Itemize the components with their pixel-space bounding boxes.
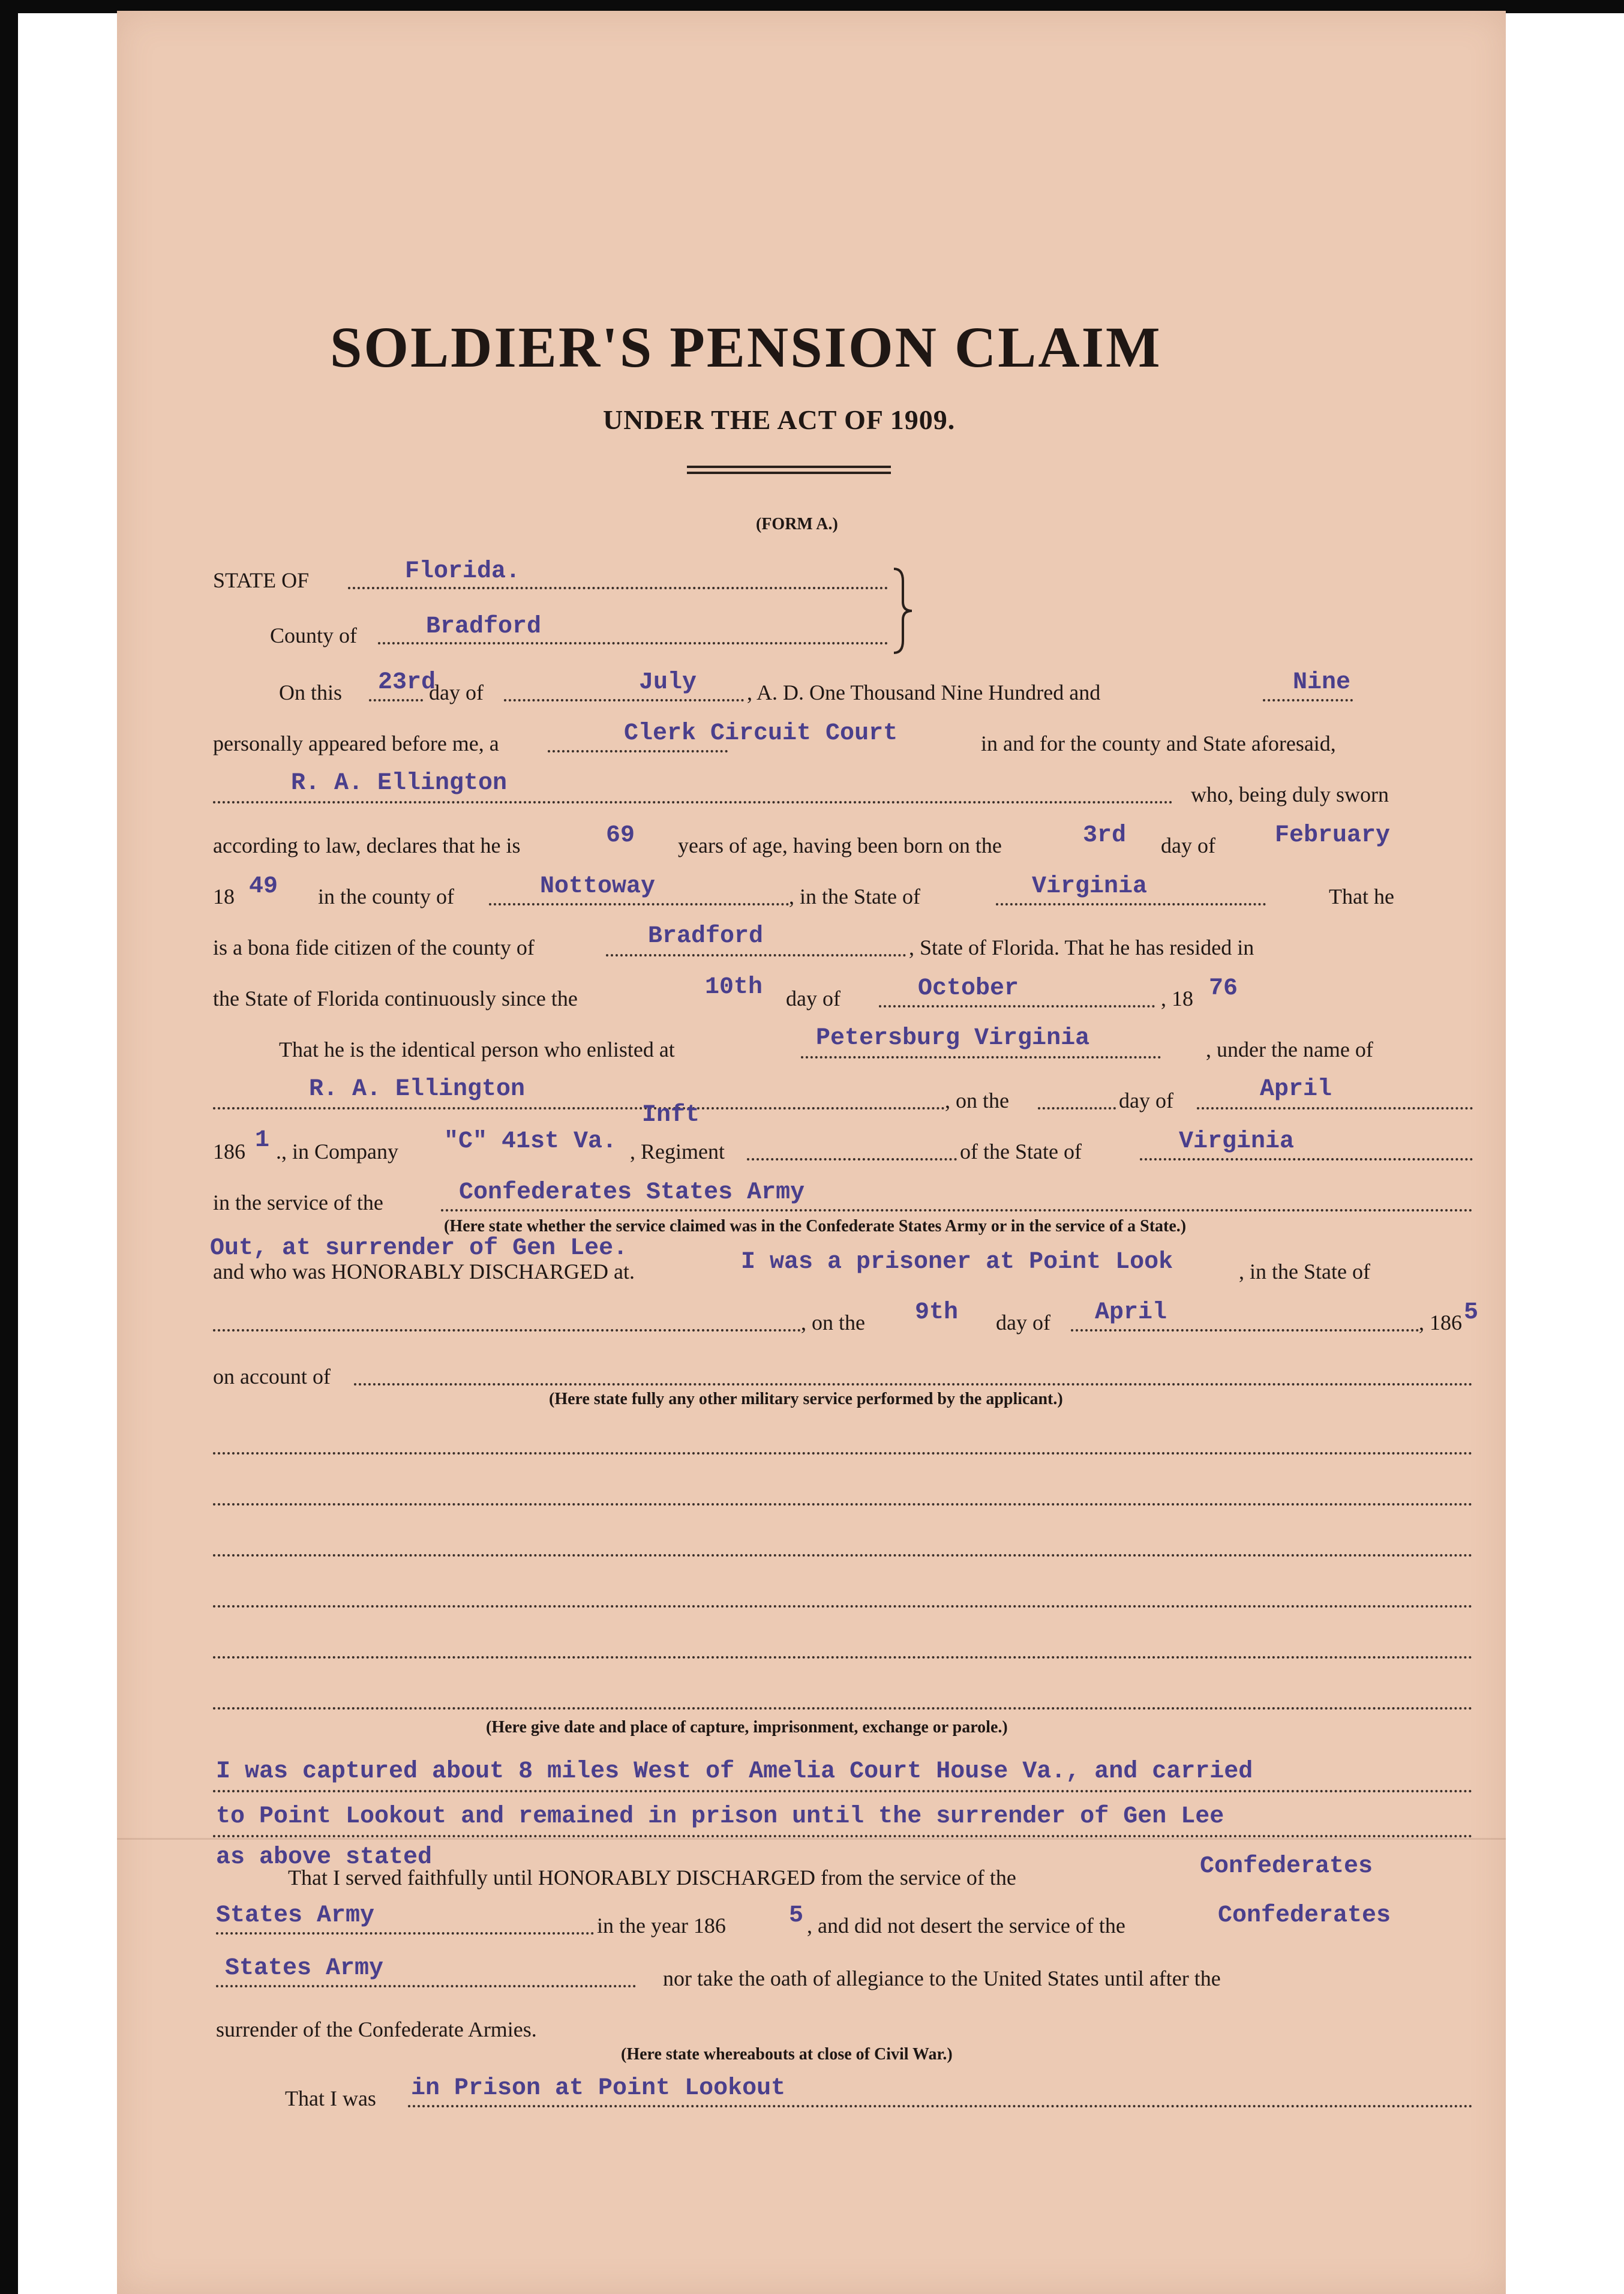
desert-value-1: Confederates bbox=[1218, 1902, 1391, 1929]
state-of-text: , in the State of bbox=[789, 884, 920, 908]
service-text: in the service of the bbox=[213, 1191, 383, 1215]
discharge-state-dots bbox=[213, 1329, 801, 1332]
resided-text: the State of Florida continuously since the bbox=[213, 986, 578, 1010]
discharge-day-of: day of bbox=[996, 1311, 1050, 1335]
regiment-text: , Regiment bbox=[630, 1139, 725, 1164]
desert-value-2: States Army bbox=[225, 1955, 384, 1982]
state-of2-text: of the State of bbox=[960, 1139, 1082, 1164]
claimant-name: R. A. Ellington bbox=[291, 770, 508, 797]
year-value: Nine bbox=[1293, 669, 1351, 696]
capture-dots-2 bbox=[213, 1835, 1473, 1837]
discharge-extra: Out, at surrender of Gen Lee. bbox=[210, 1235, 628, 1262]
regiment-dots bbox=[747, 1158, 957, 1161]
enlisted-month-dots bbox=[1197, 1107, 1473, 1109]
served-value-1: Confederates bbox=[1200, 1853, 1373, 1880]
served-value-2: States Army bbox=[216, 1902, 375, 1929]
year186-text: 186 bbox=[213, 1139, 245, 1164]
military-line-4 bbox=[213, 1605, 1473, 1608]
official-value: Clerk Circuit Court bbox=[624, 720, 898, 747]
page-fold bbox=[117, 1838, 1506, 1840]
county-dots bbox=[378, 642, 888, 644]
capture-note: (Here give date and place of capture, imprisonment, exchange or parole.) bbox=[486, 1718, 1008, 1737]
form-label: (FORM A.) bbox=[756, 515, 838, 533]
resided-year: 76 bbox=[1209, 975, 1238, 1002]
resided-month: October bbox=[918, 975, 1019, 1002]
whereabouts-note: (Here state whereabouts at close of Civil War.) bbox=[621, 2045, 953, 2064]
that-he-text: That he bbox=[1329, 884, 1394, 908]
day-value: 23rd bbox=[378, 669, 436, 696]
military-line-2 bbox=[213, 1503, 1473, 1506]
scan-border-left bbox=[0, 0, 18, 2294]
law-text: according to law, declares that he is bbox=[213, 833, 521, 857]
whereabouts-value: in Prison at Point Lookout bbox=[411, 2075, 786, 2102]
whereabouts-dots bbox=[408, 2105, 1473, 2107]
county-of-text: in the county of bbox=[318, 884, 454, 908]
account-dots bbox=[354, 1383, 1473, 1386]
discharged-text: and who was HONORABLY DISCHARGED at. bbox=[213, 1260, 635, 1284]
birth-month: February bbox=[1275, 822, 1391, 849]
discharge-month-dots bbox=[1071, 1329, 1419, 1332]
county-label: County of bbox=[270, 623, 358, 647]
birth-day-of: day of bbox=[1161, 833, 1215, 857]
birth-state-dots bbox=[996, 903, 1266, 905]
resided-day-of: day of bbox=[786, 986, 840, 1010]
resided-day: 10th bbox=[705, 974, 763, 1001]
military-note: (Here state fully any other military service performed by the applicant.) bbox=[549, 1390, 1063, 1408]
discharge-prefix: , 186 bbox=[1419, 1311, 1462, 1335]
in-state-of-text: , in the State of bbox=[1239, 1260, 1370, 1284]
resided-prefix: , 18 bbox=[1161, 986, 1193, 1010]
pension-form-page bbox=[117, 11, 1506, 2294]
name-dots bbox=[213, 801, 1173, 803]
military-line-1 bbox=[213, 1452, 1473, 1455]
enlisted-dots bbox=[801, 1056, 1161, 1058]
service-note: (Here state whether the service claimed was in the Confederate States Army or in the service of a State.) bbox=[444, 1217, 1187, 1236]
name-of-text: , under the name of bbox=[1206, 1037, 1373, 1061]
military-line-6 bbox=[213, 1707, 1473, 1710]
capture-line-3: as above stated bbox=[216, 1844, 433, 1871]
enlisted-day-dots bbox=[1038, 1107, 1116, 1109]
birth-state: Virginia bbox=[1032, 873, 1148, 900]
years-text: years of age, having been born on the bbox=[678, 833, 1002, 857]
discharge-day: 9th bbox=[915, 1299, 959, 1326]
company-value: "C" 41st Va. bbox=[444, 1128, 617, 1155]
citizen-county: Bradford bbox=[648, 923, 764, 950]
served-year: 5 bbox=[789, 1902, 804, 1929]
served-text: That I served faithfully until HONORABLY DISCHARGED from the service of the bbox=[288, 1866, 1016, 1890]
desert-text: , and did not desert the service of the bbox=[807, 1914, 1125, 1938]
military-line-5 bbox=[213, 1656, 1473, 1659]
state-dots bbox=[348, 587, 888, 589]
citizen-dots bbox=[606, 954, 906, 956]
official-dots bbox=[548, 750, 728, 752]
title-rule-2 bbox=[687, 472, 891, 474]
month-dots bbox=[504, 699, 744, 701]
citizen-text: is a bona fide citizen of the county of bbox=[213, 935, 535, 959]
birth-day: 3rd bbox=[1083, 822, 1127, 849]
state-value: Florida. bbox=[405, 558, 521, 585]
on-this-label: On this bbox=[279, 680, 343, 704]
birth-prefix: 18 bbox=[213, 884, 235, 908]
enlisted-day-of: day of bbox=[1119, 1088, 1173, 1112]
month-value: July bbox=[639, 669, 697, 696]
birth-year: 49 bbox=[249, 873, 278, 900]
capture-line-1: I was captured about 8 miles West of Amelia Court House Va., and carried bbox=[216, 1758, 1253, 1785]
state-florida-text: , State of Florida. That he has resided in bbox=[909, 935, 1254, 959]
year-text: in the year 186 bbox=[597, 1914, 726, 1938]
aforesaid-text: in and for the county and State aforesaid, bbox=[981, 731, 1336, 755]
enlisted-name: R. A. Ellington bbox=[309, 1076, 526, 1103]
surrender-text: surrender of the Confederate Armies. bbox=[216, 2017, 537, 2041]
service-value: Confederates States Army bbox=[459, 1179, 805, 1206]
service-dots bbox=[441, 1209, 1473, 1212]
sworn-text: who, being duly sworn bbox=[1191, 782, 1389, 806]
that-i-was-text: That I was bbox=[285, 2086, 376, 2110]
inft-value: Inft bbox=[642, 1102, 700, 1129]
enlisted-year: 1 bbox=[255, 1127, 270, 1154]
capture-line-2: to Point Lookout and remained in prison until the surrender of Gen Lee bbox=[216, 1803, 1224, 1830]
military-line-3 bbox=[213, 1554, 1473, 1557]
title-rule bbox=[687, 466, 891, 468]
birth-county: Nottoway bbox=[540, 873, 656, 900]
enlisted-month: April bbox=[1260, 1076, 1332, 1103]
on-the2-text: , on the bbox=[801, 1311, 865, 1335]
resided-month-dots bbox=[879, 1005, 1155, 1007]
county-value: Bradford bbox=[426, 613, 542, 640]
birth-county-dots bbox=[489, 903, 789, 905]
form-title: SOLDIER'S PENSION CLAIM bbox=[330, 315, 1162, 379]
appeared-text: personally appeared before me, a bbox=[213, 731, 499, 755]
day-dots bbox=[369, 699, 423, 701]
company-text: ., in Company bbox=[276, 1139, 398, 1164]
enlisted-place: Petersburg Virginia bbox=[816, 1025, 1090, 1052]
ad-text: , A. D. One Thousand Nine Hundred and bbox=[747, 680, 1101, 704]
state-label: STATE OF bbox=[213, 568, 310, 592]
regiment-state-dots bbox=[1140, 1158, 1473, 1161]
served-dots bbox=[216, 1932, 594, 1935]
on-the-text: , on the bbox=[945, 1088, 1009, 1112]
enlisted-name-dots bbox=[213, 1107, 945, 1109]
year-dots bbox=[1263, 699, 1353, 701]
desert-dots bbox=[216, 1985, 636, 1987]
capture-dots-1 bbox=[213, 1790, 1473, 1792]
age-value: 69 bbox=[606, 822, 635, 849]
day-of-label: day of bbox=[429, 680, 484, 704]
discharge-year: 5 bbox=[1464, 1299, 1479, 1326]
discharge-month: April bbox=[1095, 1299, 1167, 1326]
discharge-place: I was a prisoner at Point Look bbox=[741, 1249, 1173, 1276]
brace-icon bbox=[891, 566, 915, 656]
form-subtitle: UNDER THE ACT OF 1909. bbox=[603, 404, 956, 435]
enlisted-text: That he is the identical person who enlisted at bbox=[279, 1037, 675, 1061]
oath-text: nor take the oath of allegiance to the United States until after the bbox=[663, 1966, 1221, 1990]
on-account-text: on account of bbox=[213, 1365, 331, 1389]
regiment-state: Virginia bbox=[1179, 1128, 1295, 1155]
